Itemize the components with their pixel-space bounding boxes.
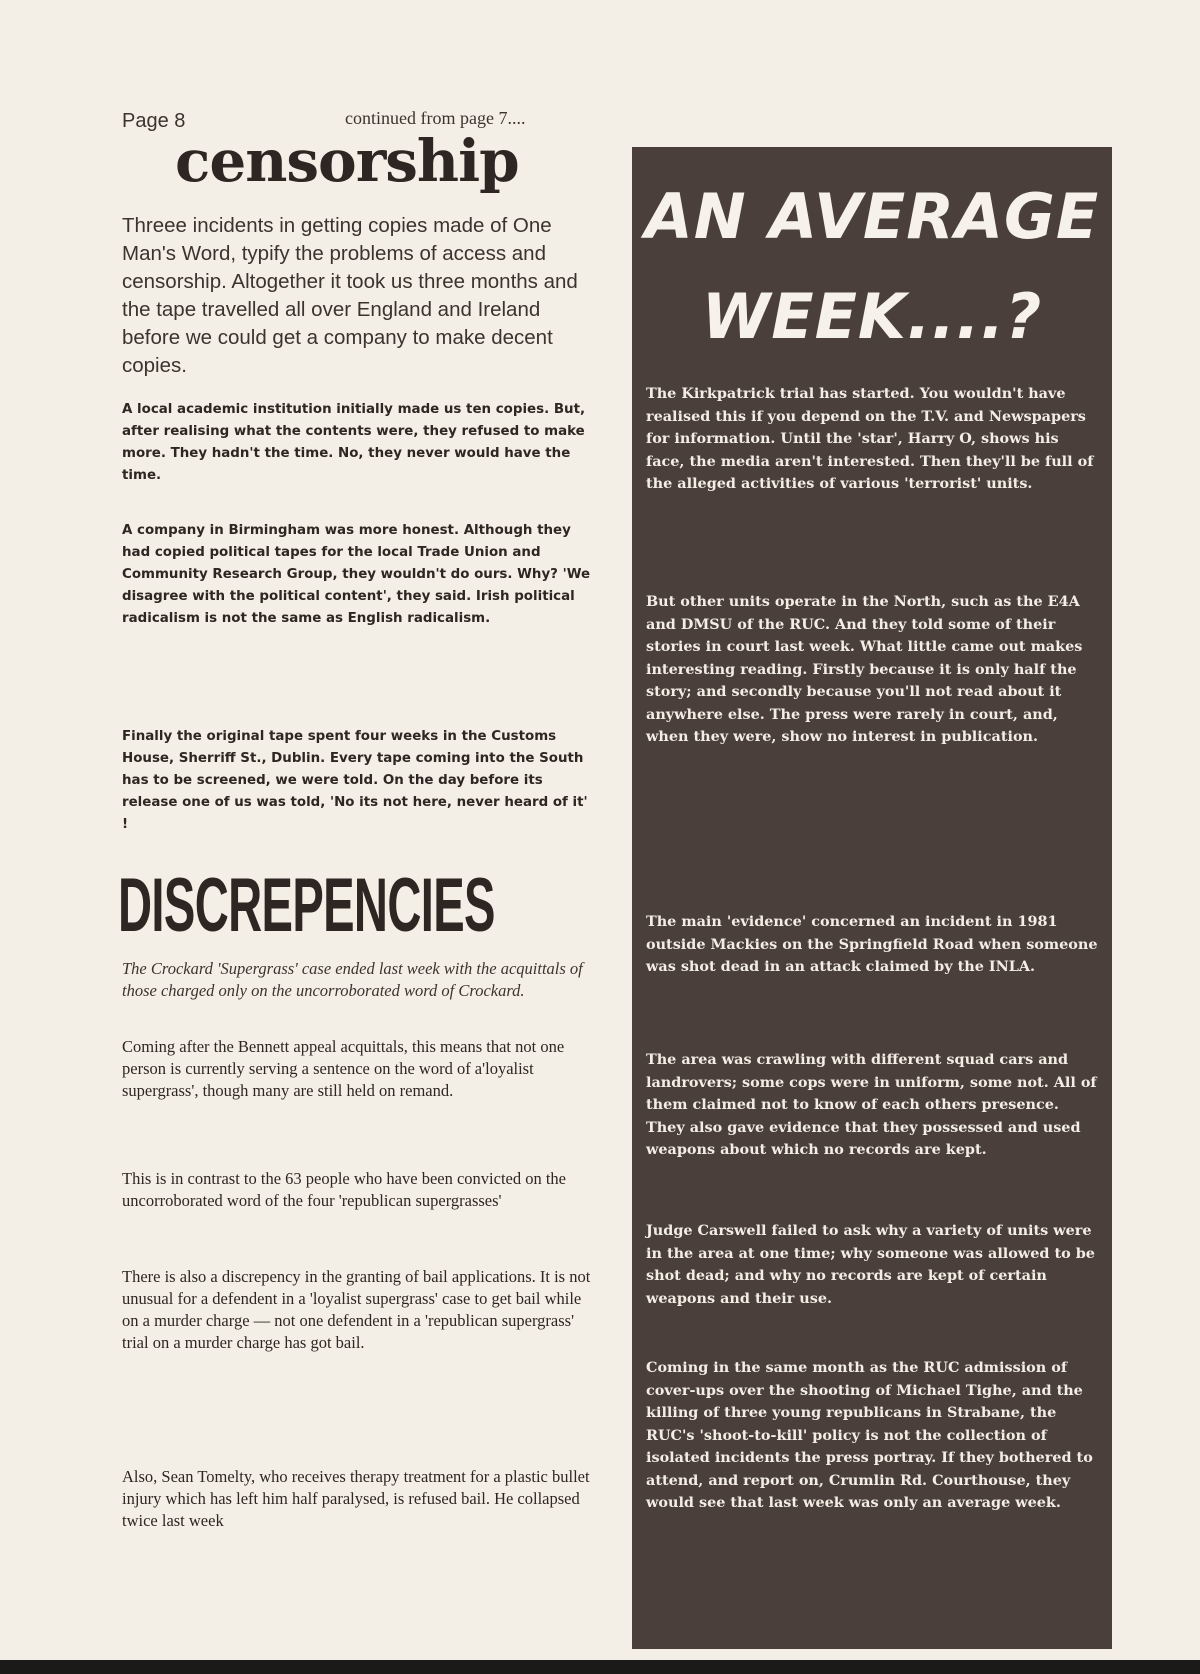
censorship-paragraph: Finally the original tape spent four weeks in the Customs House, Sherriff St., Dublin. Every tape coming into the South has to be screened, we were told. On the day before its release one of us was told, 'No its not here, never heard of it' ! bbox=[122, 729, 588, 832]
average-week-headline bbox=[632, 167, 1112, 367]
discrepencies-paragraph: Also, Sean Tomelty, who receives therapy treatment for a plastic bullet injury which has left him half paralysed, is refused bail. He collapsed twice last week bbox=[122, 1467, 590, 1530]
page-number: Page 8 bbox=[122, 110, 186, 132]
discrepencies-paragraph: This is in contrast to the 63 people who have been convicted on the uncorroborated word of the four 'republican supergrasses' bbox=[122, 1169, 567, 1210]
average-week-paragraph: Coming in the same month as the RUC admission of cover-ups over the shooting of Michael Tighe, and the killing of three young republicans in Strabane, the RUC's 'shoot-to-kill' policy is not the collection of isolated incidents the press portray. If they bothered to attend, and report on, Crumlin Rd. Courthouse, they would see that last week was only an average week. bbox=[646, 1359, 1093, 1511]
page-bottom-edge bbox=[0, 1660, 1200, 1674]
censorship-intro: Threee incidents in getting copies made of One Man's Word, typify the problems of access and censorship. Altogether it took us three months and the tape travelled all over England and Ireland before we could get a company to make decent copies. bbox=[122, 214, 578, 377]
censorship-headline: censorship bbox=[175, 127, 519, 195]
average-week-paragraph: But other units operate in the North, such as the E4A and DMSU of the RUC. And they told some of their stories in court last week. What little came out makes interesting reading. Firstly because it is only half the story; and secondly because you'll not read about it anywhere else. The press were rarely in court, and, when they were, show no interest in publication. bbox=[646, 593, 1083, 745]
discrepencies-paragraph: There is also a discrepency in the granting of bail applications. It is not unusual for a defendent in a 'loyalist supergrass' case to get bail while on a murder charge — not one defendent in a 'republican supergrass' trial on a murder charge has got bail. bbox=[122, 1267, 591, 1352]
headline-line-2: WEEK....? bbox=[701, 280, 1043, 353]
censorship-paragraph: A company in Birmingham was more honest. Although they had copied political tapes for the local Trade Union and Community Research Group, they wouldn't do ours. Why? 'We disagree with the political content', they said. Irish political radicalism is not the same as English radicalism. bbox=[122, 523, 591, 626]
average-week-paragraph: The area was crawling with different squad cars and landrovers; some cops were in uniform, some not. All of them claimed not to know of each others presence. They also gave evidence that they possessed and used weapons about which no records are kept. bbox=[646, 1051, 1097, 1158]
average-week-paragraph: The Kirkpatrick trial has started. You wouldn't have realised this if you depend on the T.V. and Newspapers for information. Until the 'star', Harry O, shows his face, the media aren't interested. Then they'll be full of the alleged activities of various 'terrorist' units. bbox=[646, 385, 1094, 492]
discrepencies-paragraph: Coming after the Bennett appeal acquittals, this means that not one person is currently serving a sentence on the word of a'loyalist supergrass', though many are still held on remand. bbox=[122, 1037, 565, 1100]
average-week-panel bbox=[632, 147, 1112, 1649]
average-week-paragraph: The main 'evidence' concerned an incident in 1981 outside Mackies on the Springfield Road when someone was shot dead in an attack claimed by the INLA. bbox=[646, 913, 1098, 975]
discrepencies-subhead: The Crockard 'Supergrass' case ended last week with the acquittals of those charged only on the uncorroborated word of Crockard. bbox=[122, 959, 583, 1000]
censorship-paragraph: A local academic institution initially made us ten copies. But, after realising what the contents were, they refused to make more. They hadn't the time. No, they never would have the time. bbox=[122, 402, 586, 483]
average-week-paragraph: Judge Carswell failed to ask why a variety of units were in the area at one time; why someone was allowed to be shot dead; and why no records are kept of certain weapons and their use. bbox=[646, 1222, 1095, 1307]
headline-line-1: AN AVERAGE bbox=[644, 180, 1100, 253]
discrepencies-headline: DISCREPENCIES bbox=[118, 863, 495, 948]
continued-note: continued from page 7.... bbox=[345, 108, 526, 128]
